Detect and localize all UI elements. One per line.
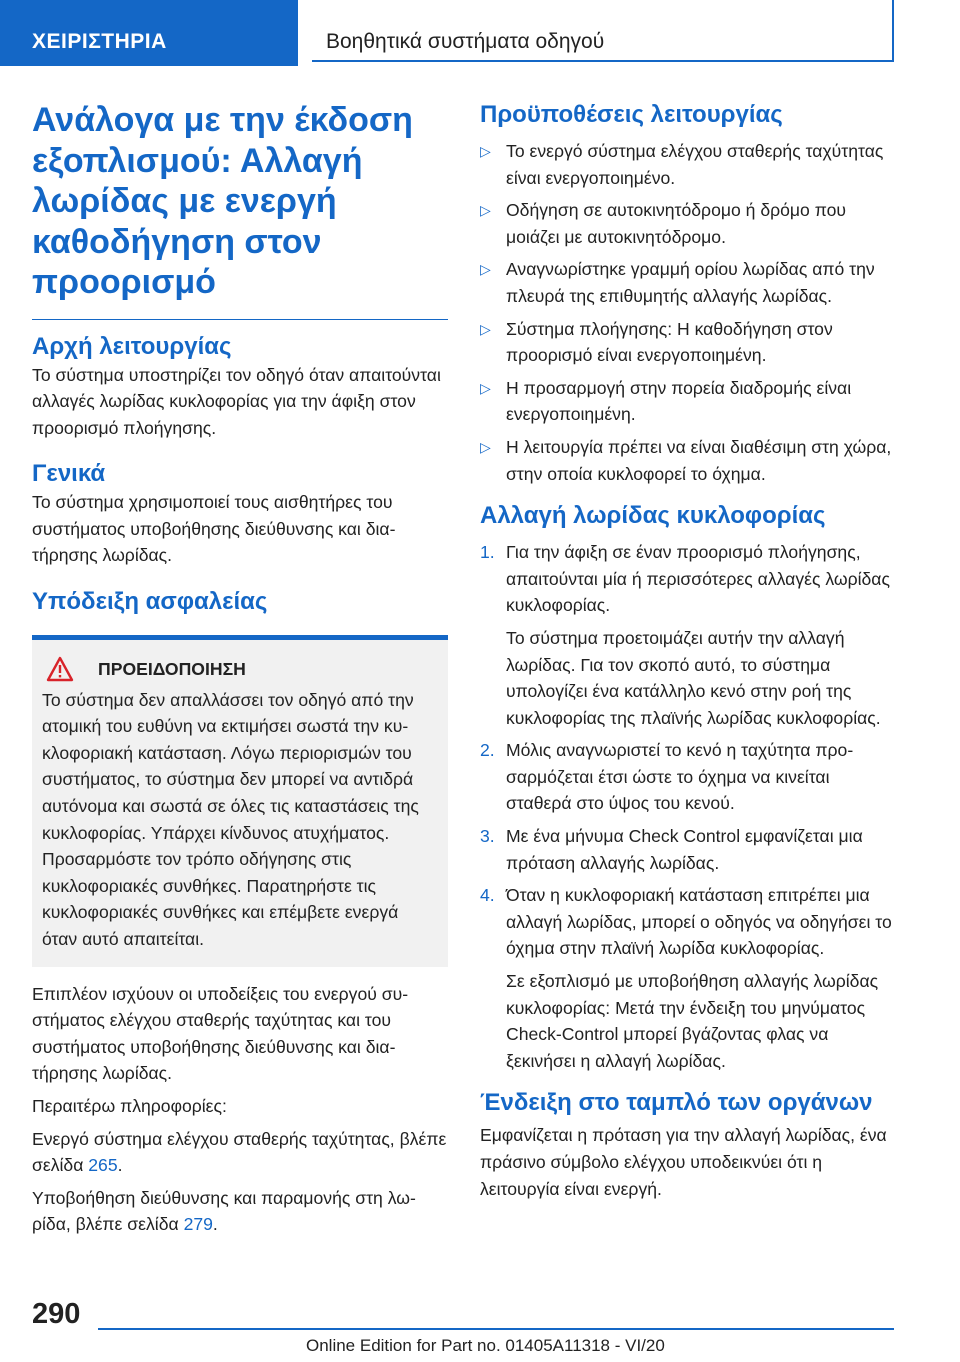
page-title: Ανάλογα με την έκδοση εξοπλισμού: Αλλαγή λωρίδας με ενεργή καθοδήγηση στον προορισμό	[32, 101, 413, 301]
page-number: 290	[32, 1298, 81, 1330]
step-item	[480, 882, 896, 1074]
list-item-text: Η προσαρμογή στην πορεία διαδρομής είναι ενεργοποιημένη.	[506, 377, 852, 425]
more-info-label: Περαιτέρω πληροφορίες:	[32, 1095, 227, 1116]
reference-lane-keeping	[32, 1185, 448, 1238]
step-number: 2.	[480, 740, 495, 761]
extra-notes: Επιπλέον ισχύουν οι υποδείξεις του ενεργού συστήματος ελέγχου σταθερής ταχύτητας και του συστήματος υποβοήθησης διεύθυνσης και διατήρησης λωρίδας.	[32, 983, 409, 1084]
section-tab: ΧΕΙΡΙΣΤΗΡΙΑ	[0, 0, 298, 66]
page-link-265[interactable]: 265	[88, 1155, 118, 1176]
triangle-bullet-icon: ▷	[480, 202, 491, 219]
step-extra-text: Σε εξοπλισμό με υποβοήθηση αλλαγής λωρίδας κυκλοφορίας: Μετά την ένδειξη του μηνύματος Check-Control μπορεί βγάζοντας φλας να ξεκινήσει η αλλαγή λωρίδας.	[506, 971, 879, 1071]
prerequisites-list	[480, 138, 896, 487]
step-text: Με ένα μήνυμα Check Control εμφανίζεται μια πρόταση αλλαγής λωρίδας.	[506, 826, 863, 873]
list-item-text: Σύστημα πλοήγησης: Η καθοδήγηση στον προορισμό είναι ενεργοποιημένη.	[506, 318, 833, 366]
edition-note: Online Edition for Part no. 01405A11318 - VI/20	[306, 1336, 665, 1355]
list-item	[480, 138, 896, 191]
triangle-bullet-icon: ▷	[480, 379, 491, 396]
principle-heading: Αρχή λειτουργίας	[32, 332, 232, 360]
general-text: Το σύστημα χρησιμοποιεί τους αισθητήρες του συστήματος υποβοήθησης διεύθυνσης και διατήρησης λωρίδας.	[32, 492, 396, 566]
list-item-text: Η λειτουργία πρέπει να είναι διαθέσιμη στη χώρα, στην οποία κυκλοφορεί το όχημα.	[506, 436, 892, 484]
period: .	[117, 1155, 123, 1176]
list-item	[480, 256, 896, 309]
lane-change-heading: Αλλαγή λωρίδας κυκλοφορίας	[480, 502, 826, 530]
general-heading: Γενικά	[32, 460, 106, 488]
left-column	[32, 100, 448, 1238]
step-text: Για την άφιξη σε έναν προορισμό πλοήγησης, απαιτούνται μία ή περισσότερες αλλαγές λωρίδας κυκλοφορίας.	[506, 542, 890, 616]
warning-box	[32, 640, 448, 967]
warning-title: ΠΡΟΕΙΔΟΠΟΙΗΣΗ	[98, 659, 246, 680]
period: .	[212, 1214, 218, 1235]
list-item-text: Αναγνωρίστηκε γραμμή ορίου λωρίδας από την πλευρά της επιθυμητής αλλαγής λωρίδας.	[506, 259, 875, 306]
list-item-text: Οδήγηση σε αυτοκινητόδρομο ή δρόμο που μοιάζει με αυτοκινητόδρομο.	[506, 200, 847, 247]
step-item	[480, 823, 896, 876]
step-text: Όταν η κυκλοφοριακή κατάσταση επιτρέπει μια αλλαγή λωρίδας, μπορεί ο οδηγός να οδηγήσει το όχημα στην πλαϊνή λωρίδα κυκλοφορίας.	[506, 885, 892, 959]
principle-text: Το σύστημα υποστηρίζει τον οδηγό όταν απαιτούνται αλλαγές λωρίδας κυκλοφορίας για την άφιξη στον προορισμό πλοήγησης.	[32, 364, 441, 438]
step-number: 1.	[480, 542, 495, 563]
right-column	[480, 100, 896, 1202]
prerequisites-heading: Προϋποθέσεις λειτουργίας	[480, 101, 783, 128]
list-item-text: Το ενεργό σύστημα ελέγχου σταθερής ταχύτητας είναι ενεργοποιημένο.	[506, 141, 884, 188]
page-header	[0, 0, 960, 66]
list-item	[480, 316, 896, 369]
list-item	[480, 434, 896, 487]
reference-acc	[32, 1126, 448, 1179]
triangle-bullet-icon: ▷	[480, 261, 491, 278]
list-item	[480, 197, 896, 250]
triangle-bullet-icon: ▷	[480, 143, 491, 159]
display-text: Εμφανίζεται η πρόταση για την αλλαγή λωρίδας, ένα πράσινο σύμβολο ελέγχου υποδεικνύει ότι η λειτουργία είναι ενεργή.	[480, 1125, 887, 1199]
reference-lane-keeping-text: Υποβοήθηση διεύθυνσης και παραμονής στη λωρίδα, βλέπε σελίδα	[32, 1187, 416, 1235]
warning-header	[42, 656, 438, 683]
step-number: 4.	[480, 885, 495, 906]
display-heading: Ένδειξη στο ταμπλό των οργάνων	[480, 1089, 873, 1117]
page-link-279[interactable]: 279	[183, 1214, 213, 1235]
list-item	[480, 375, 896, 428]
safety-heading: Υπόδειξη ασφαλείας	[32, 588, 268, 616]
step-text: Μόλις αναγνωριστεί το κενό η ταχύτητα προσαρμόζεται έτσι ώστε το όχημα να κινείται σταθερά στο ύψος του κενού.	[506, 740, 854, 814]
chapter-title: Βοηθητικά συστήματα οδηγού	[312, 0, 894, 62]
step-item	[480, 539, 896, 731]
triangle-bullet-icon: ▷	[480, 438, 491, 455]
step-item	[480, 737, 896, 817]
lane-change-steps	[480, 539, 896, 1074]
step-number: 3.	[480, 826, 495, 847]
title-divider	[32, 319, 448, 320]
footer-divider	[98, 1328, 894, 1330]
triangle-bullet-icon: ▷	[480, 320, 491, 337]
reference-acc-text: Ενεργό σύστημα ελέγχου σταθερής ταχύτητας, βλέπε σελίδα	[32, 1128, 447, 1176]
warning-text: Το σύστημα δεν απαλλάσσει τον οδηγό από την ατομική του ευθύνη να εκτιμήσει σωστά την κυκλοφοριακή κατάσταση. Λόγω περιορισμών του συστήματος, το σύστημα δεν μπορεί να αντιδρά αυτόνομα και σωστά σε όλες τις καταστάσεις της κυκλοφορίας. Υπάρχει κίνδυνος ατυχήματος. Προσαρμόστε τον τρόπο οδήγησης στις κυκλοφοριακές συνθήκες. Παρατηρήστε τις κυκλοφοριακές συνθήκες και επέμβετε ενεργά όταν αυτό απαιτείται.	[42, 689, 419, 949]
step-extra-text: Το σύστημα προετοιμάζει αυτήν την αλλαγή λωρίδας. Για τον σκοπό αυτό, το σύστημα υπολογίζει ένα κατάλληλο κενό στην ροή της κυκλοφορίας της πλαϊνής λωρίδας κυκλοφορίας.	[506, 627, 881, 728]
warning-triangle-icon	[46, 656, 74, 682]
